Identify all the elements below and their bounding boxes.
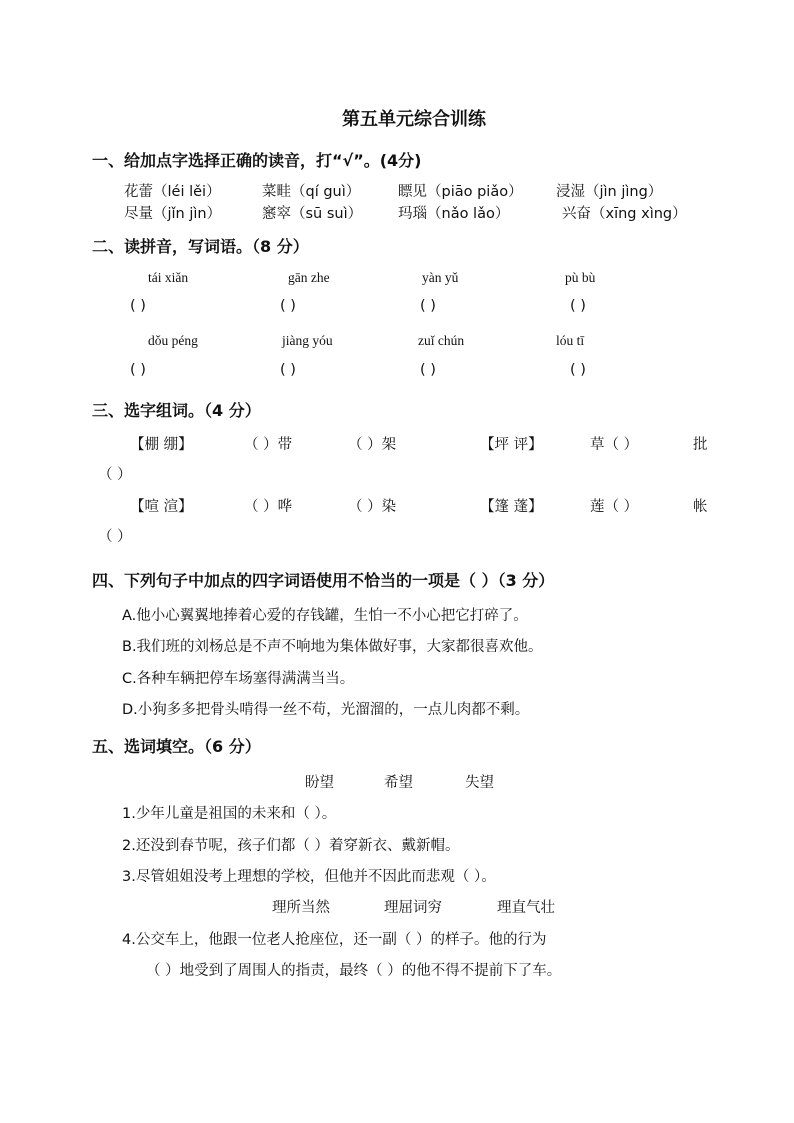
word-option: 希望 [384,775,413,791]
section-3-heading: 三、选字组词。（4 分） [92,401,261,420]
pinyin: jiàng yóu [282,333,333,348]
word-fragment: 帐 [693,499,708,515]
s1-item: 菜畦（qí guì） [262,184,361,200]
answer-blank[interactable]: ( ) [420,298,436,314]
s1-item: 瞟见（piāo piǎo） [398,184,523,200]
char-choice: 【篷 蓬】 [480,499,543,515]
word-blank[interactable]: （ ）哗 [244,499,293,515]
question-4-line-2: （ ）地受到了周围人的指责，最终（ ）的他不得不提前下了车。 [146,963,562,979]
pinyin: lóu tī [556,333,585,348]
word-blank[interactable]: （ ）染 [348,499,397,515]
s1-item: 玛瑙（nǎo lǎo） [398,206,510,222]
s1-item: 兴奋（xīng xìng） [562,206,687,222]
char-choice: 【喧 渲】 [130,499,193,515]
section-2-heading: 二、读拼音，写词语。（8 分） [92,237,309,256]
answer-blank[interactable]: ( ) [130,298,146,314]
char-choice: 【棚 绷】 [130,437,193,453]
option-c: C.各种车辆把停车场塞得满满当当。 [122,671,355,687]
answer-blank[interactable]: ( ) [570,298,586,314]
answer-blank[interactable]: ( ) [130,362,146,378]
word-blank[interactable]: 草（ ） [590,437,639,453]
answer-blank[interactable]: ( ) [280,298,296,314]
word-blank[interactable]: （ ） [98,529,132,545]
word-blank[interactable]: （ ）带 [244,437,293,453]
answer-blank[interactable]: ( ) [570,362,586,378]
answer-blank[interactable]: ( ) [280,362,296,378]
pinyin: dǒu péng [148,333,198,348]
s1-item: 花蕾（léi lěi） [124,184,221,200]
section-5-heading: 五、选词填空。（6 分） [92,737,261,756]
pinyin: zuǐ chún [418,333,465,348]
word-option: 盼望 [305,775,334,791]
word-option: 理所当然 [272,900,330,916]
char-choice: 【坪 评】 [480,437,543,453]
word-option: 理直气壮 [497,900,555,916]
pinyin: gān zhe [288,270,330,285]
question-4-line-1: 4.公交车上，他跟一位老人抢座位，还一副（ ）的样子。他的行为 [122,932,547,948]
s1-item: 浸湿（jìn jìng） [556,184,663,200]
pinyin: tái xiǎn [148,270,189,285]
question-3: 3.尽管姐姐没考上理想的学校，但他并不因此而悲观（ ）。 [122,869,496,885]
answer-blank[interactable]: ( ) [420,362,436,378]
word-fragment: 批 [693,437,708,453]
s1-item: 窸窣（sū suì） [262,206,363,222]
word-blank[interactable]: 莲（ ） [590,499,639,515]
section-1-heading: 一、给加点字选择正确的读音，打“√”。(4分) [92,151,422,170]
section-4-heading: 四、下列句子中加点的四字词语使用不恰当的一项是（ ）（3 分） [92,571,555,590]
question-2: 2.还没到春节呢，孩子们都（ ）着穿新衣、戴新帽。 [122,838,460,854]
option-d: D.小狗多多把骨头啃得一丝不苟，光溜溜的，一点儿肉都不剩。 [122,702,530,718]
option-b: B.我们班的刘杨总是不声不响地为集体做好事，大家都很喜欢他。 [122,639,543,655]
word-option: 理屈词穷 [384,900,442,916]
word-blank[interactable]: （ ） [98,467,132,483]
word-option: 失望 [465,775,494,791]
page-title: 第五单元综合训练 [342,109,486,130]
s1-item: 尽量（jǐn jìn） [124,206,222,222]
pinyin: pù bù [565,270,596,285]
pinyin: yàn yǔ [422,270,459,285]
option-a: A.他小心翼翼地捧着心爱的存钱罐，生怕一不小心把它打碎了。 [122,608,528,624]
word-blank[interactable]: （ ）架 [348,437,397,453]
question-1: 1.少年儿童是祖国的未来和（ ）。 [122,806,337,822]
